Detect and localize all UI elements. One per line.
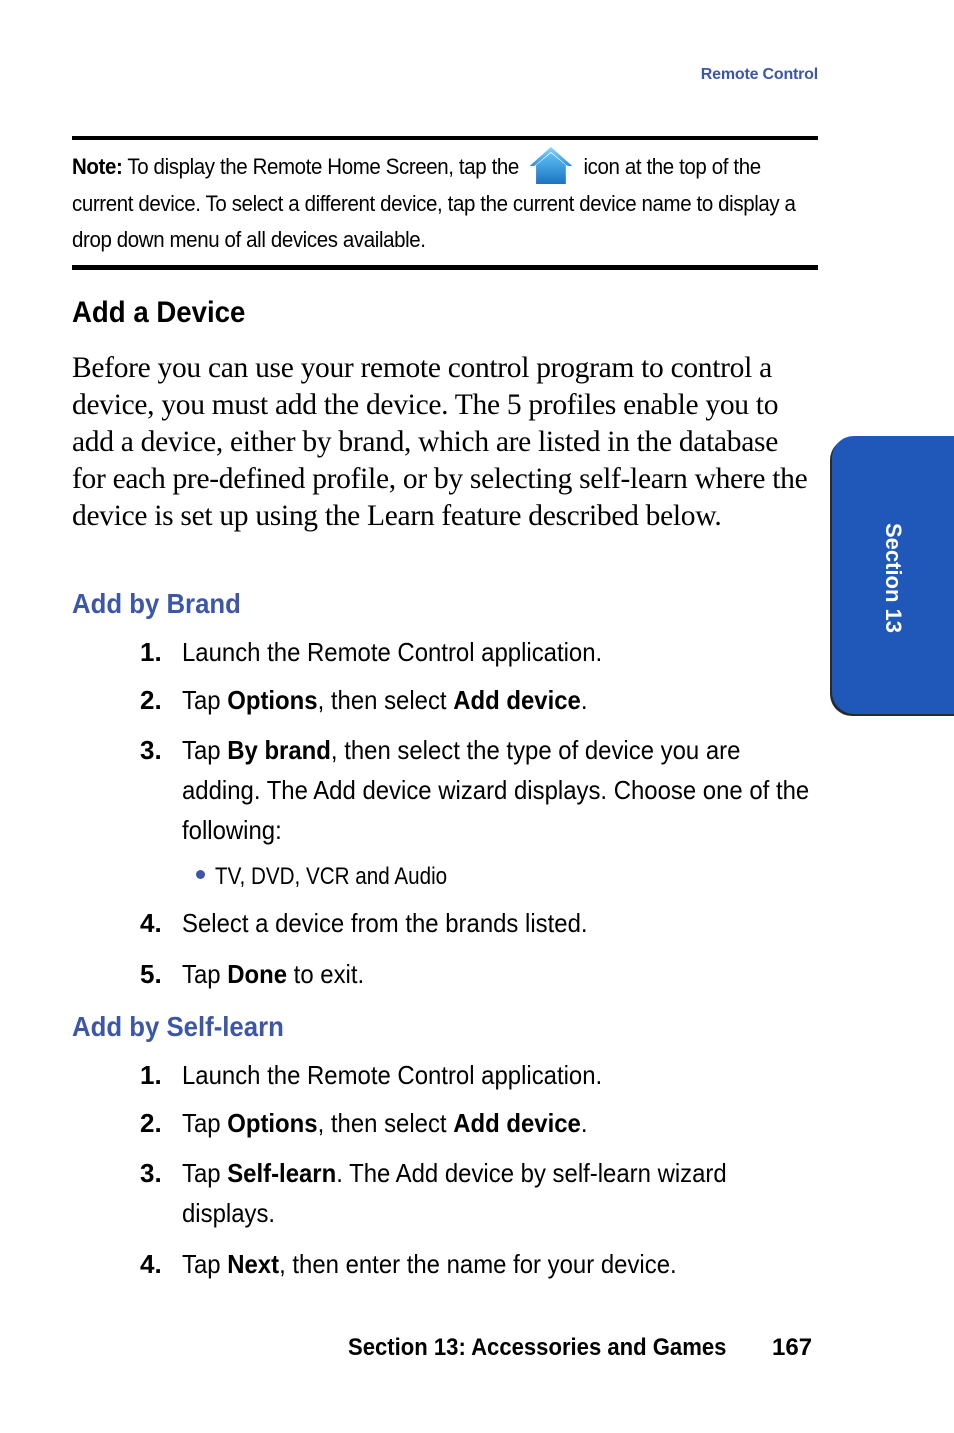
page-number: 167 [772, 1334, 813, 1361]
footer-section-title: Section 13: Accessories and Games [348, 1334, 727, 1361]
subheading-add-by-brand: Add by Brand [72, 588, 241, 619]
subheading-add-by-self-learn: Add by Self-learn [72, 1011, 284, 1042]
section-heading: Add a Device [72, 296, 246, 329]
bullet-item: TV, DVD, VCR and Audio [196, 860, 485, 894]
note-text-before: To display the Remote Home Screen, tap the [127, 154, 519, 179]
section-tab-label: Section 13 [881, 522, 906, 634]
home-icon [528, 144, 575, 186]
note-text-after: icon at the top of the current device. To select a different device, tap the current device name to display a drop down menu of all devices available. [72, 154, 796, 252]
note-box [72, 144, 818, 257]
bullet-dot-icon [196, 870, 205, 879]
intro-paragraph: Before you can use your remote control program to control a device, you must add the device. The 5 profiles enable you to add a device, either by brand, which are listed in the database for each pre-defined profile, or by selecting self-learn where the device is set up using the Learn feature described below. [72, 352, 808, 532]
running-header: Remote Control [700, 66, 818, 83]
note-top-rule [72, 136, 818, 140]
note-bottom-rule [72, 265, 818, 270]
note-label: Note: [72, 154, 123, 179]
